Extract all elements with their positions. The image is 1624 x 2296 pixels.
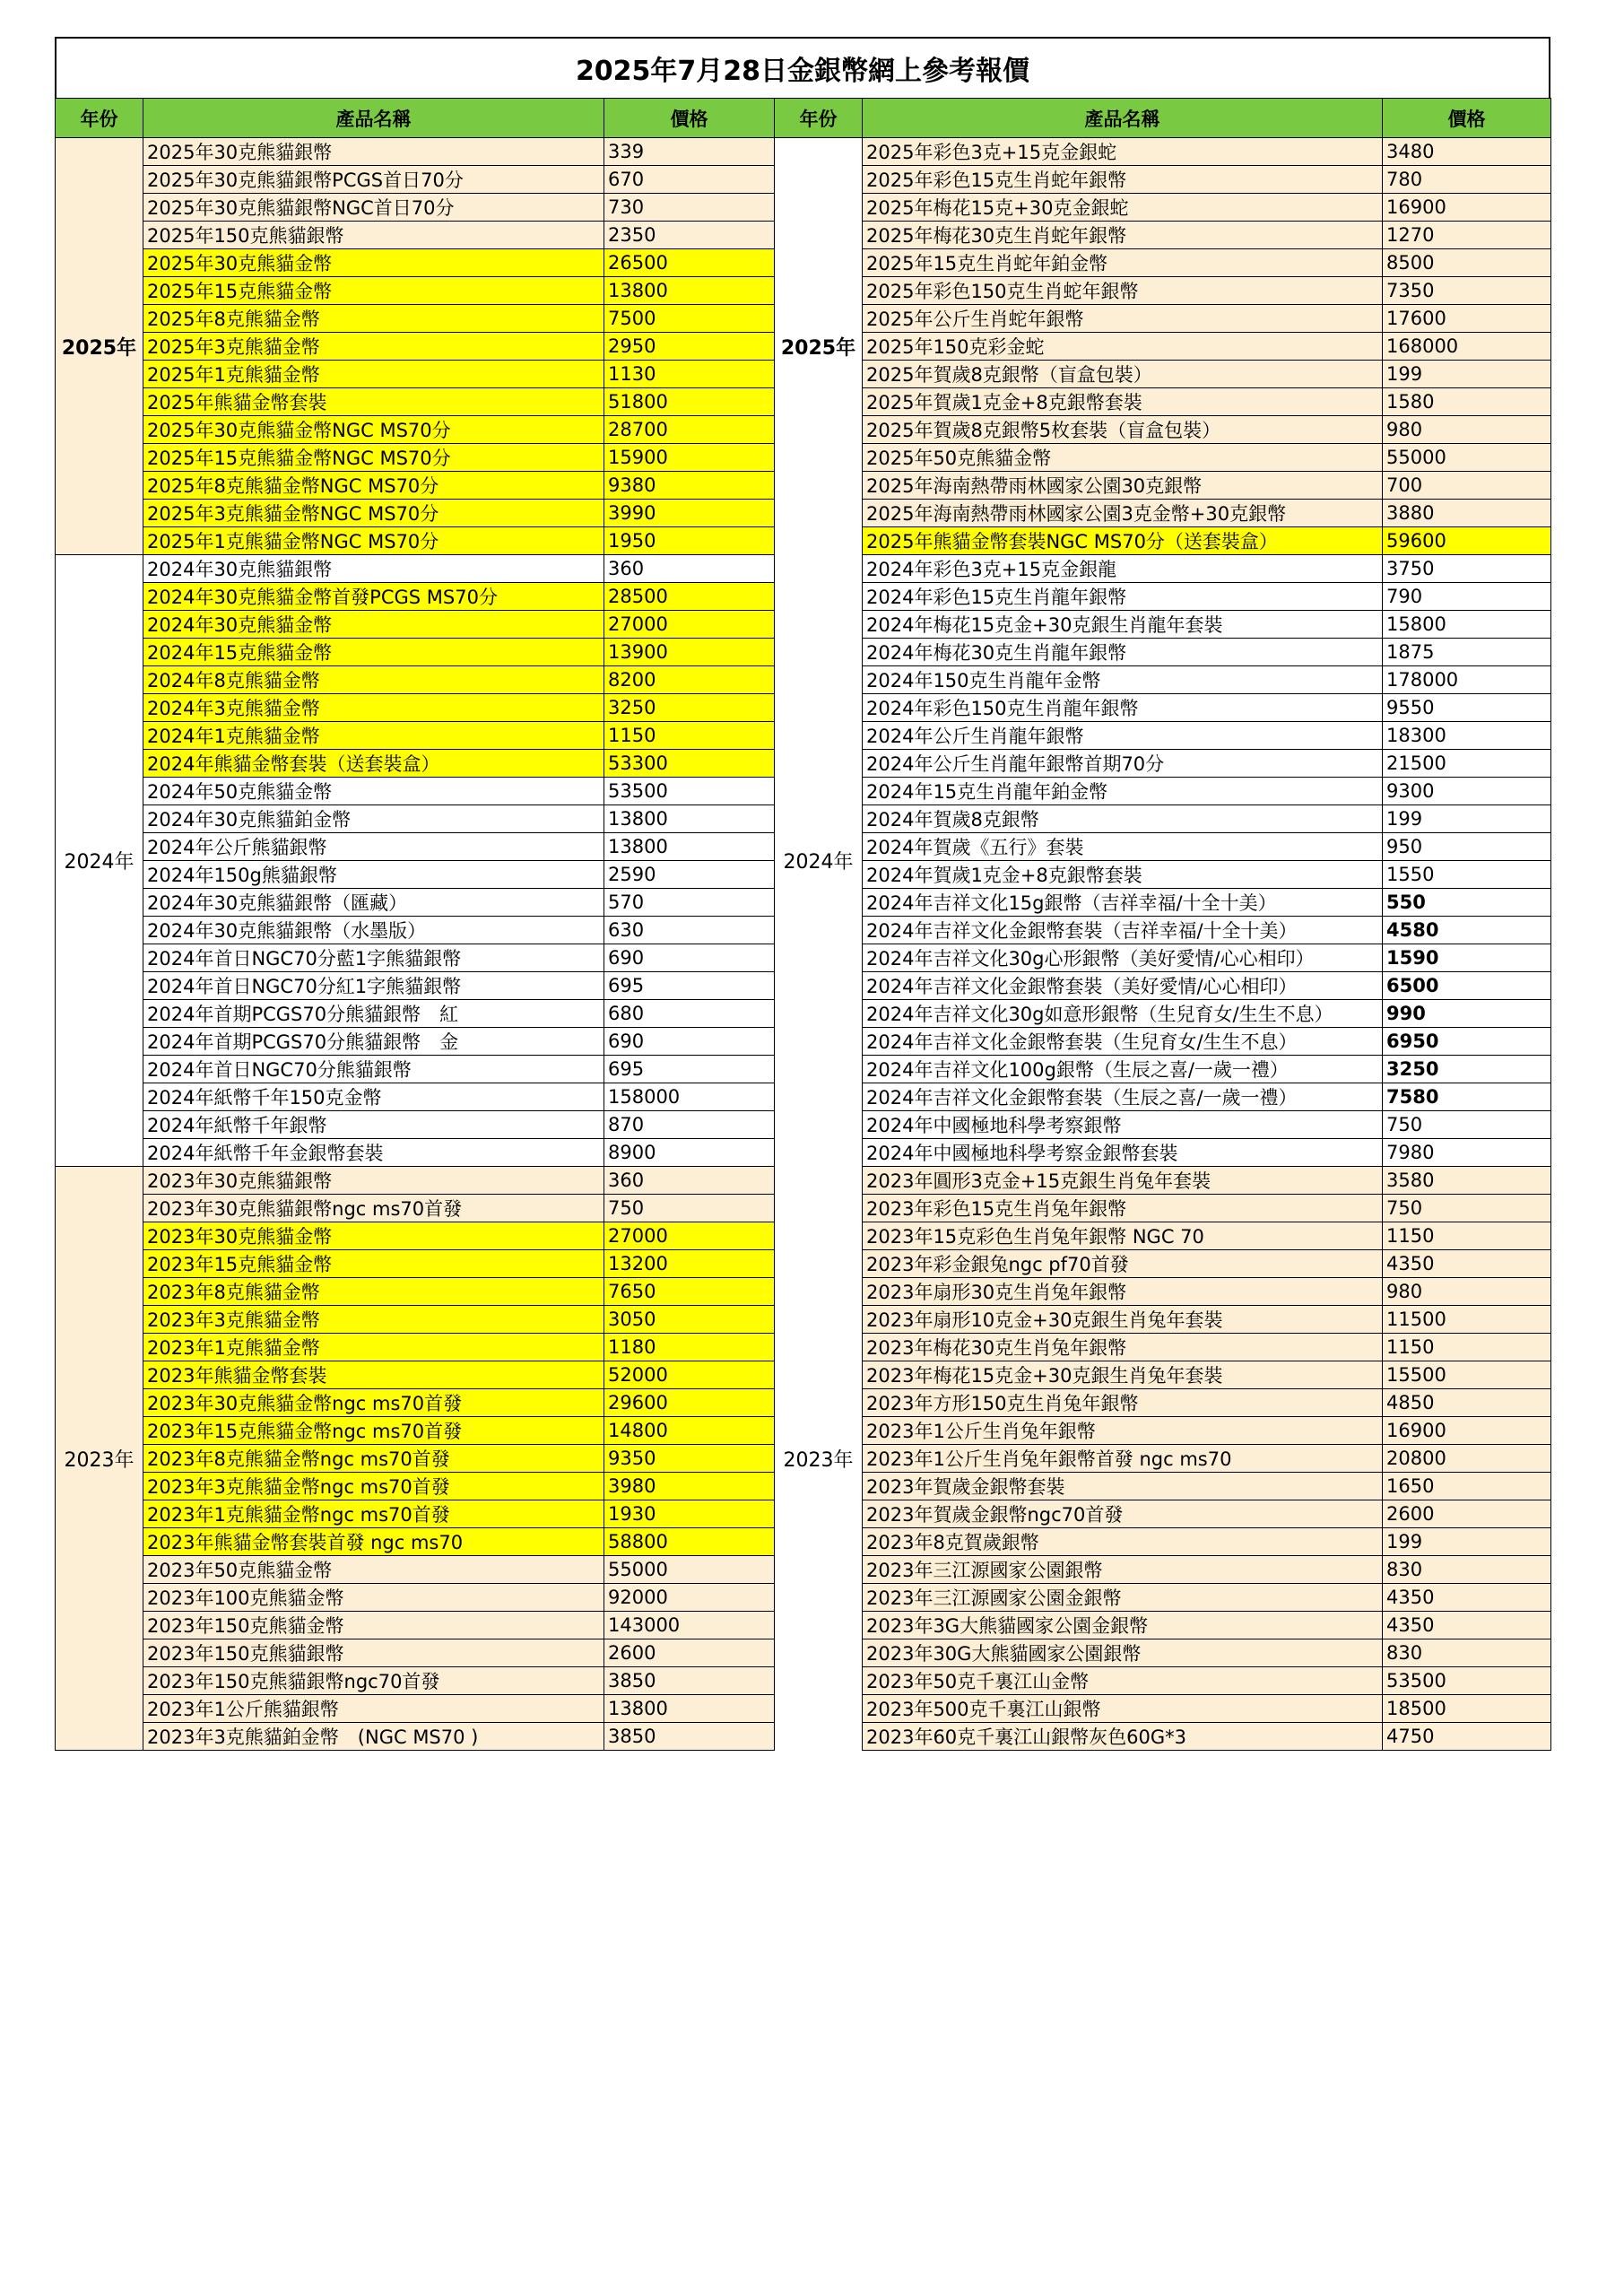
price-cell: 199 xyxy=(1383,805,1551,833)
product-name-cell: 2023年梅花15克金+30克銀生肖兔年套裝 xyxy=(863,1361,1383,1389)
product-name-cell: 2025年3克熊貓金幣 xyxy=(143,333,604,361)
product-name-cell: 2024年熊貓金幣套裝（送套裝盒） xyxy=(143,750,604,778)
price-cell: 690 xyxy=(604,1028,775,1056)
price-cell: 3850 xyxy=(604,1723,775,1751)
price-cell: 27000 xyxy=(604,1222,775,1250)
price-cell: 750 xyxy=(1383,1111,1551,1139)
product-name-cell: 2023年100克熊貓金幣 xyxy=(143,1584,604,1612)
price-cell: 9380 xyxy=(604,472,775,500)
year-cell: 2025年 xyxy=(56,138,143,555)
product-name-cell: 2024年彩色15克生肖龍年銀幣 xyxy=(863,583,1383,611)
product-name-cell: 2023年扇形10克金+30克銀生肖兔年套裝 xyxy=(863,1306,1383,1334)
product-name-cell: 2025年賀歲8克銀幣5枚套裝（盲盒包裝） xyxy=(863,416,1383,444)
price-cell: 143000 xyxy=(604,1612,775,1639)
price-cell: 1875 xyxy=(1383,639,1551,666)
price-cell: 4750 xyxy=(1383,1723,1551,1751)
price-cell: 980 xyxy=(1383,416,1551,444)
price-cell: 6950 xyxy=(1383,1028,1551,1056)
product-name-cell: 2024年梅花30克生肖龍年銀幣 xyxy=(863,639,1383,666)
product-name-cell: 2024年3克熊貓金幣 xyxy=(143,694,604,722)
price-cell: 1650 xyxy=(1383,1473,1551,1500)
price-cell: 2600 xyxy=(1383,1500,1551,1528)
header-row xyxy=(56,99,1551,138)
year-cell: 2023年 xyxy=(775,1167,863,1751)
product-name-cell: 2024年首日NGC70分藍1字熊貓銀幣 xyxy=(143,944,604,972)
product-name-cell: 2025年15克熊貓金幣 xyxy=(143,277,604,305)
price-cell: 58800 xyxy=(604,1528,775,1556)
price-cell: 780 xyxy=(1383,166,1551,194)
price-cell: 1150 xyxy=(604,722,775,750)
product-name-cell: 2025年彩色3克+15克金銀蛇 xyxy=(863,138,1383,166)
product-name-cell: 2024年梅花15克金+30克銀生肖龍年套裝 xyxy=(863,611,1383,639)
price-cell: 2590 xyxy=(604,861,775,889)
price-cell: 3990 xyxy=(604,500,775,527)
product-name-cell: 2024年首日NGC70分熊貓銀幣 xyxy=(143,1056,604,1083)
price-cell: 53500 xyxy=(1383,1667,1551,1695)
product-name-cell: 2024年30克熊貓金幣 xyxy=(143,611,604,639)
price-cell: 990 xyxy=(1383,1000,1551,1028)
product-name-cell: 2023年50克千裏江山金幣 xyxy=(863,1667,1383,1695)
product-name-cell: 2024年紙幣千年金銀幣套裝 xyxy=(143,1139,604,1167)
price-cell: 15900 xyxy=(604,444,775,472)
product-name-cell: 2023年500克千裏江山銀幣 xyxy=(863,1695,1383,1723)
product-name-cell: 2024年30克熊貓金幣首發PCGS MS70分 xyxy=(143,583,604,611)
product-name-cell: 2024年彩色3克+15克金銀龍 xyxy=(863,555,1383,583)
price-cell: 13200 xyxy=(604,1250,775,1278)
product-name-cell: 2023年3克熊貓金幣 xyxy=(143,1306,604,1334)
product-name-cell: 2024年15克生肖龍年鉑金幣 xyxy=(863,778,1383,805)
price-cell: 3980 xyxy=(604,1473,775,1500)
product-name-cell: 2023年50克熊貓金幣 xyxy=(143,1556,604,1584)
price-cell: 4580 xyxy=(1383,917,1551,944)
price-cell: 53500 xyxy=(604,778,775,805)
product-name-cell: 2024年吉祥文化30g如意形銀幣（生兒育女/生生不息） xyxy=(863,1000,1383,1028)
price-cell: 1580 xyxy=(1383,388,1551,416)
product-name-cell: 2025年1克熊貓金幣NGC MS70分 xyxy=(143,527,604,555)
product-name-cell: 2023年30G大熊貓國家公園銀幣 xyxy=(863,1639,1383,1667)
price-cell: 4350 xyxy=(1383,1250,1551,1278)
price-cell: 7350 xyxy=(1383,277,1551,305)
price-cell: 870 xyxy=(604,1111,775,1139)
price-cell: 55000 xyxy=(604,1556,775,1584)
product-name-cell: 2024年15克熊貓金幣 xyxy=(143,639,604,666)
price-cell: 6500 xyxy=(1383,972,1551,1000)
price-cell: 3880 xyxy=(1383,500,1551,527)
product-name-cell: 2023年彩金銀兔ngc pf70首發 xyxy=(863,1250,1383,1278)
product-name-cell: 2025年30克熊貓銀幣NGC首日70分 xyxy=(143,194,604,222)
price-cell: 730 xyxy=(604,194,775,222)
price-cell: 27000 xyxy=(604,611,775,639)
price-cell: 55000 xyxy=(1383,444,1551,472)
price-cell: 8200 xyxy=(604,666,775,694)
header-year: 年份 xyxy=(775,99,863,138)
product-name-cell: 2025年彩色15克生肖蛇年銀幣 xyxy=(863,166,1383,194)
product-name-cell: 2023年8克熊貓金幣ngc ms70首發 xyxy=(143,1445,604,1473)
product-name-cell: 2023年150克熊貓金幣 xyxy=(143,1612,604,1639)
price-cell: 168000 xyxy=(1383,333,1551,361)
price-cell: 53300 xyxy=(604,750,775,778)
price-cell: 3250 xyxy=(1383,1056,1551,1083)
price-cell: 26500 xyxy=(604,249,775,277)
price-cell: 13800 xyxy=(604,277,775,305)
product-name-cell: 2023年賀歲金銀幣ngc70首發 xyxy=(863,1500,1383,1528)
product-name-cell: 2023年賀歲金銀幣套裝 xyxy=(863,1473,1383,1500)
price-cell: 17600 xyxy=(1383,305,1551,333)
price-cell: 670 xyxy=(604,166,775,194)
product-name-cell: 2024年中國極地科學考察銀幣 xyxy=(863,1111,1383,1139)
product-name-cell: 2023年彩色15克生肖兔年銀幣 xyxy=(863,1195,1383,1222)
product-name-cell: 2024年30克熊貓銀幣 xyxy=(143,555,604,583)
product-name-cell: 2024年首日NGC70分紅1字熊貓銀幣 xyxy=(143,972,604,1000)
product-name-cell: 2023年扇形30克生肖兔年銀幣 xyxy=(863,1278,1383,1306)
price-cell: 7580 xyxy=(1383,1083,1551,1111)
product-name-cell: 2025年熊貓金幣套裝 xyxy=(143,388,604,416)
product-name-cell: 2024年首期PCGS70分熊貓銀幣 紅 xyxy=(143,1000,604,1028)
product-name-cell: 2025年賀歲8克銀幣（盲盒包裝） xyxy=(863,361,1383,388)
price-table xyxy=(55,98,1551,1751)
year-cell: 2024年 xyxy=(56,555,143,1167)
price-cell: 3480 xyxy=(1383,138,1551,166)
price-cell: 21500 xyxy=(1383,750,1551,778)
product-name-cell: 2025年賀歲1克金+8克銀幣套裝 xyxy=(863,388,1383,416)
product-name-cell: 2023年1公斤生肖兔年銀幣 xyxy=(863,1417,1383,1445)
price-cell: 9350 xyxy=(604,1445,775,1473)
price-cell: 15800 xyxy=(1383,611,1551,639)
product-name-cell: 2023年方形150克生肖兔年銀幣 xyxy=(863,1389,1383,1417)
product-name-cell: 2023年熊貓金幣套裝 xyxy=(143,1361,604,1389)
price-cell: 570 xyxy=(604,889,775,917)
price-cell: 8900 xyxy=(604,1139,775,1167)
product-name-cell: 2025年30克熊貓金幣NGC MS70分 xyxy=(143,416,604,444)
product-name-cell: 2024年中國極地科學考察金銀幣套裝 xyxy=(863,1139,1383,1167)
price-cell: 360 xyxy=(604,555,775,583)
price-cell: 830 xyxy=(1383,1639,1551,1667)
table-row xyxy=(56,1167,1551,1195)
table-body xyxy=(56,138,1551,1751)
header-name: 產品名稱 xyxy=(143,99,604,138)
product-name-cell: 2025年150克彩金蛇 xyxy=(863,333,1383,361)
product-name-cell: 2023年三江源國家公園銀幣 xyxy=(863,1556,1383,1584)
product-name-cell: 2025年彩色150克生肖蛇年銀幣 xyxy=(863,277,1383,305)
product-name-cell: 2025年1克熊貓金幣 xyxy=(143,361,604,388)
price-cell: 7500 xyxy=(604,305,775,333)
price-cell: 830 xyxy=(1383,1556,1551,1584)
product-name-cell: 2025年梅花15克+30克金銀蛇 xyxy=(863,194,1383,222)
price-cell: 28500 xyxy=(604,583,775,611)
price-cell: 790 xyxy=(1383,583,1551,611)
product-name-cell: 2025年8克熊貓金幣 xyxy=(143,305,604,333)
price-cell: 9300 xyxy=(1383,778,1551,805)
product-name-cell: 2023年三江源國家公園金銀幣 xyxy=(863,1584,1383,1612)
price-cell: 13900 xyxy=(604,639,775,666)
product-name-cell: 2025年150克熊貓銀幣 xyxy=(143,222,604,249)
product-name-cell: 2024年彩色150克生肖龍年銀幣 xyxy=(863,694,1383,722)
product-name-cell: 2023年30克熊貓銀幣 xyxy=(143,1167,604,1195)
product-name-cell: 2025年30克熊貓銀幣 xyxy=(143,138,604,166)
product-name-cell: 2024年吉祥文化15g銀幣（吉祥幸福/十全十美） xyxy=(863,889,1383,917)
price-cell: 20800 xyxy=(1383,1445,1551,1473)
table-row xyxy=(56,555,1551,583)
product-name-cell: 2024年吉祥文化金銀幣套裝（美好愛情/心心相印） xyxy=(863,972,1383,1000)
price-cell: 13800 xyxy=(604,805,775,833)
product-name-cell: 2023年30克熊貓金幣 xyxy=(143,1222,604,1250)
price-cell: 11500 xyxy=(1383,1306,1551,1334)
price-cell: 1130 xyxy=(604,361,775,388)
price-cell: 1550 xyxy=(1383,861,1551,889)
price-cell: 3050 xyxy=(604,1306,775,1334)
price-cell: 950 xyxy=(1383,833,1551,861)
product-name-cell: 2025年8克熊貓金幣NGC MS70分 xyxy=(143,472,604,500)
header-year: 年份 xyxy=(56,99,143,138)
product-name-cell: 2023年150克熊貓銀幣ngc70首發 xyxy=(143,1667,604,1695)
price-cell: 4850 xyxy=(1383,1389,1551,1417)
product-name-cell: 2025年海南熱帶雨林國家公園30克銀幣 xyxy=(863,472,1383,500)
price-cell: 29600 xyxy=(604,1389,775,1417)
product-name-cell: 2024年賀歲8克銀幣 xyxy=(863,805,1383,833)
price-cell: 7980 xyxy=(1383,1139,1551,1167)
price-cell: 28700 xyxy=(604,416,775,444)
price-cell: 700 xyxy=(1383,472,1551,500)
price-cell: 51800 xyxy=(604,388,775,416)
price-cell: 3850 xyxy=(604,1667,775,1695)
price-cell: 1150 xyxy=(1383,1334,1551,1361)
price-cell: 16900 xyxy=(1383,194,1551,222)
table-row xyxy=(56,138,1551,166)
product-name-cell: 2023年1克熊貓金幣 xyxy=(143,1334,604,1361)
year-cell: 2024年 xyxy=(775,555,863,1167)
product-name-cell: 2023年梅花30克生肖兔年銀幣 xyxy=(863,1334,1383,1361)
price-cell: 18300 xyxy=(1383,722,1551,750)
product-name-cell: 2023年3克熊貓鉑金幣 (NGC MS70 ) xyxy=(143,1723,604,1751)
product-name-cell: 2025年梅花30克生肖蛇年銀幣 xyxy=(863,222,1383,249)
price-cell: 2600 xyxy=(604,1639,775,1667)
price-cell: 4350 xyxy=(1383,1612,1551,1639)
product-name-cell: 2025年30克熊貓銀幣PCGS首日70分 xyxy=(143,166,604,194)
price-sheet xyxy=(55,37,1550,1751)
price-cell: 690 xyxy=(604,944,775,972)
product-name-cell: 2024年吉祥文化30g心形銀幣（美好愛情/心心相印） xyxy=(863,944,1383,972)
product-name-cell: 2024年150g熊貓銀幣 xyxy=(143,861,604,889)
price-cell: 13800 xyxy=(604,1695,775,1723)
product-name-cell: 2024年公斤生肖龍年銀幣 xyxy=(863,722,1383,750)
price-cell: 199 xyxy=(1383,1528,1551,1556)
header-price: 價格 xyxy=(604,99,775,138)
price-cell: 3250 xyxy=(604,694,775,722)
price-cell: 680 xyxy=(604,1000,775,1028)
product-name-cell: 2023年15克彩色生肖兔年銀幣 NGC 70 xyxy=(863,1222,1383,1250)
product-name-cell: 2025年3克熊貓金幣NGC MS70分 xyxy=(143,500,604,527)
header-price: 價格 xyxy=(1383,99,1551,138)
product-name-cell: 2024年150克生肖龍年金幣 xyxy=(863,666,1383,694)
price-cell: 59600 xyxy=(1383,527,1551,555)
year-cell: 2025年 xyxy=(775,138,863,555)
product-name-cell: 2023年30克熊貓銀幣ngc ms70首發 xyxy=(143,1195,604,1222)
price-cell: 339 xyxy=(604,138,775,166)
price-cell: 14800 xyxy=(604,1417,775,1445)
product-name-cell: 2024年公斤生肖龍年銀幣首期70分 xyxy=(863,750,1383,778)
product-name-cell: 2023年1公斤熊貓銀幣 xyxy=(143,1695,604,1723)
price-cell: 178000 xyxy=(1383,666,1551,694)
price-cell: 1180 xyxy=(604,1334,775,1361)
product-name-cell: 2024年公斤熊貓銀幣 xyxy=(143,833,604,861)
product-name-cell: 2023年150克熊貓銀幣 xyxy=(143,1639,604,1667)
price-cell: 3580 xyxy=(1383,1167,1551,1195)
price-cell: 199 xyxy=(1383,361,1551,388)
product-name-cell: 2024年吉祥文化金銀幣套裝（吉祥幸福/十全十美） xyxy=(863,917,1383,944)
header-name: 產品名稱 xyxy=(863,99,1383,138)
product-name-cell: 2024年紙幣千年150克金幣 xyxy=(143,1083,604,1111)
price-cell: 16900 xyxy=(1383,1417,1551,1445)
price-cell: 980 xyxy=(1383,1278,1551,1306)
product-name-cell: 2024年30克熊貓銀幣（水墨版） xyxy=(143,917,604,944)
product-name-cell: 2023年1克熊貓金幣ngc ms70首發 xyxy=(143,1500,604,1528)
price-cell: 1950 xyxy=(604,527,775,555)
product-name-cell: 2024年紙幣千年銀幣 xyxy=(143,1111,604,1139)
price-cell: 750 xyxy=(604,1195,775,1222)
year-cell: 2023年 xyxy=(56,1167,143,1751)
sheet-title: 2025年7月28日金銀幣網上參考報價 xyxy=(55,37,1550,98)
product-name-cell: 2024年吉祥文化金銀幣套裝（生兒育女/生生不息） xyxy=(863,1028,1383,1056)
price-cell: 1150 xyxy=(1383,1222,1551,1250)
product-name-cell: 2024年賀歲《五行》套裝 xyxy=(863,833,1383,861)
product-name-cell: 2025年50克熊貓金幣 xyxy=(863,444,1383,472)
product-name-cell: 2024年首期PCGS70分熊貓銀幣 金 xyxy=(143,1028,604,1056)
product-name-cell: 2023年60克千裏江山銀幣灰色60G*3 xyxy=(863,1723,1383,1751)
product-name-cell: 2023年30克熊貓金幣ngc ms70首發 xyxy=(143,1389,604,1417)
product-name-cell: 2024年吉祥文化金銀幣套裝（生辰之喜/一歲一禮） xyxy=(863,1083,1383,1111)
product-name-cell: 2023年圓形3克金+15克銀生肖兔年套裝 xyxy=(863,1167,1383,1195)
price-cell: 750 xyxy=(1383,1195,1551,1222)
product-name-cell: 2024年30克熊貓鉑金幣 xyxy=(143,805,604,833)
price-cell: 9550 xyxy=(1383,694,1551,722)
price-cell: 18500 xyxy=(1383,1695,1551,1723)
product-name-cell: 2024年50克熊貓金幣 xyxy=(143,778,604,805)
price-cell: 158000 xyxy=(604,1083,775,1111)
product-name-cell: 2023年15克熊貓金幣ngc ms70首發 xyxy=(143,1417,604,1445)
price-cell: 695 xyxy=(604,972,775,1000)
product-name-cell: 2023年熊貓金幣套裝首發 ngc ms70 xyxy=(143,1528,604,1556)
product-name-cell: 2024年1克熊貓金幣 xyxy=(143,722,604,750)
product-name-cell: 2023年15克熊貓金幣 xyxy=(143,1250,604,1278)
product-name-cell: 2025年15克生肖蛇年鉑金幣 xyxy=(863,249,1383,277)
product-name-cell: 2025年30克熊貓金幣 xyxy=(143,249,604,277)
product-name-cell: 2025年熊貓金幣套裝NGC MS70分（送套裝盒） xyxy=(863,527,1383,555)
price-cell: 92000 xyxy=(604,1584,775,1612)
product-name-cell: 2025年公斤生肖蛇年銀幣 xyxy=(863,305,1383,333)
product-name-cell: 2024年賀歲1克金+8克銀幣套裝 xyxy=(863,861,1383,889)
product-name-cell: 2024年8克熊貓金幣 xyxy=(143,666,604,694)
price-cell: 695 xyxy=(604,1056,775,1083)
product-name-cell: 2024年吉祥文化100g銀幣（生辰之喜/一歲一禮） xyxy=(863,1056,1383,1083)
product-name-cell: 2023年3克熊貓金幣ngc ms70首發 xyxy=(143,1473,604,1500)
price-cell: 15500 xyxy=(1383,1361,1551,1389)
price-cell: 4350 xyxy=(1383,1584,1551,1612)
price-cell: 2350 xyxy=(604,222,775,249)
price-cell: 3750 xyxy=(1383,555,1551,583)
product-name-cell: 2023年1公斤生肖兔年銀幣首發 ngc ms70 xyxy=(863,1445,1383,1473)
price-cell: 360 xyxy=(604,1167,775,1195)
product-name-cell: 2023年3G大熊貓國家公園金銀幣 xyxy=(863,1612,1383,1639)
price-cell: 8500 xyxy=(1383,249,1551,277)
price-cell: 7650 xyxy=(604,1278,775,1306)
price-cell: 2950 xyxy=(604,333,775,361)
product-name-cell: 2025年海南熱帶雨林國家公園3克金幣+30克銀幣 xyxy=(863,500,1383,527)
price-cell: 13800 xyxy=(604,833,775,861)
price-cell: 550 xyxy=(1383,889,1551,917)
price-cell: 1590 xyxy=(1383,944,1551,972)
price-cell: 630 xyxy=(604,917,775,944)
price-cell: 1270 xyxy=(1383,222,1551,249)
product-name-cell: 2023年8克熊貓金幣 xyxy=(143,1278,604,1306)
product-name-cell: 2025年15克熊貓金幣NGC MS70分 xyxy=(143,444,604,472)
product-name-cell: 2023年8克賀歲銀幣 xyxy=(863,1528,1383,1556)
price-cell: 1930 xyxy=(604,1500,775,1528)
product-name-cell: 2024年30克熊貓銀幣（匯藏） xyxy=(143,889,604,917)
price-cell: 52000 xyxy=(604,1361,775,1389)
